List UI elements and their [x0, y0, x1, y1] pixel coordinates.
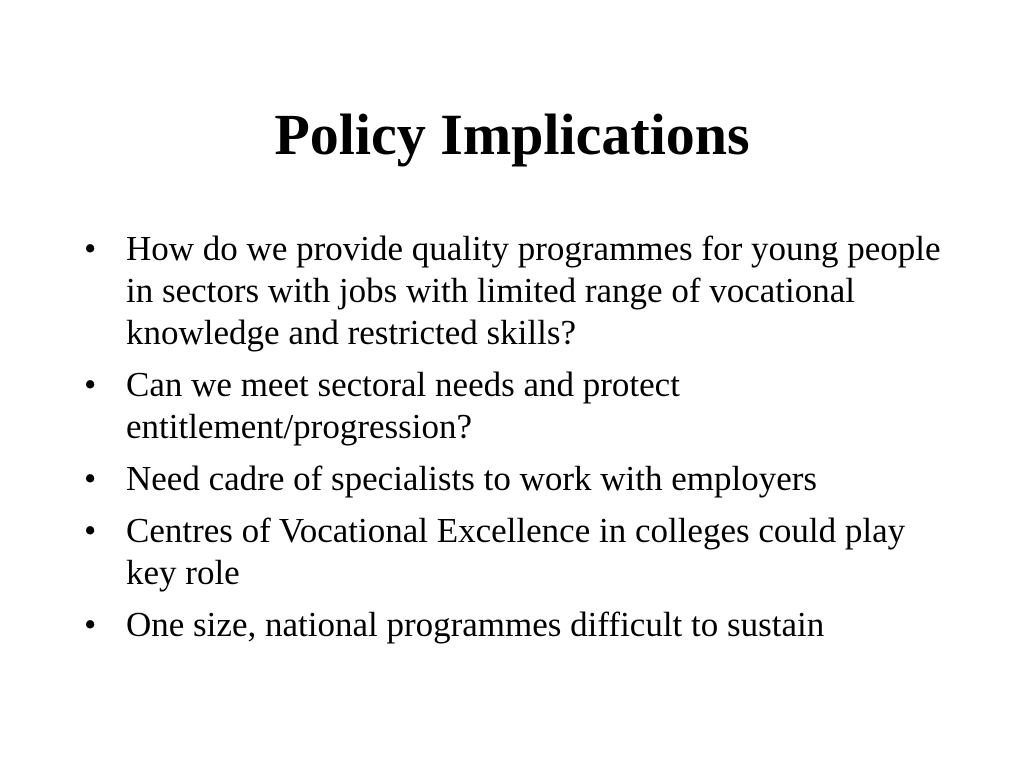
list-item	[84, 364, 964, 448]
bullet-text: Centres of Vocational Excellence in colleges could play key role	[126, 511, 906, 592]
list-item	[84, 510, 964, 594]
bullet-icon: •	[84, 459, 97, 498]
bullet-text: Can we meet sectoral needs and protect entitlement/progression?	[126, 365, 680, 446]
bullet-text: Need cadre of specialists to work with employers	[126, 459, 818, 498]
bullet-icon: •	[84, 365, 97, 404]
list-item	[84, 604, 964, 646]
bullet-icon: •	[84, 511, 97, 550]
bullet-text: How do we provide quality programmes for young people in sectors with jobs with limited range of vocational knowledge and restricted skills?	[126, 229, 941, 352]
list-item	[84, 458, 964, 500]
bullet-text: One size, national programmes difficult to sustain	[126, 605, 825, 644]
bullet-icon: •	[84, 229, 97, 268]
slide-title: Policy Implications	[274, 102, 750, 167]
list-item	[84, 228, 964, 354]
bullet-list	[84, 228, 964, 656]
bullet-icon: •	[84, 605, 97, 644]
